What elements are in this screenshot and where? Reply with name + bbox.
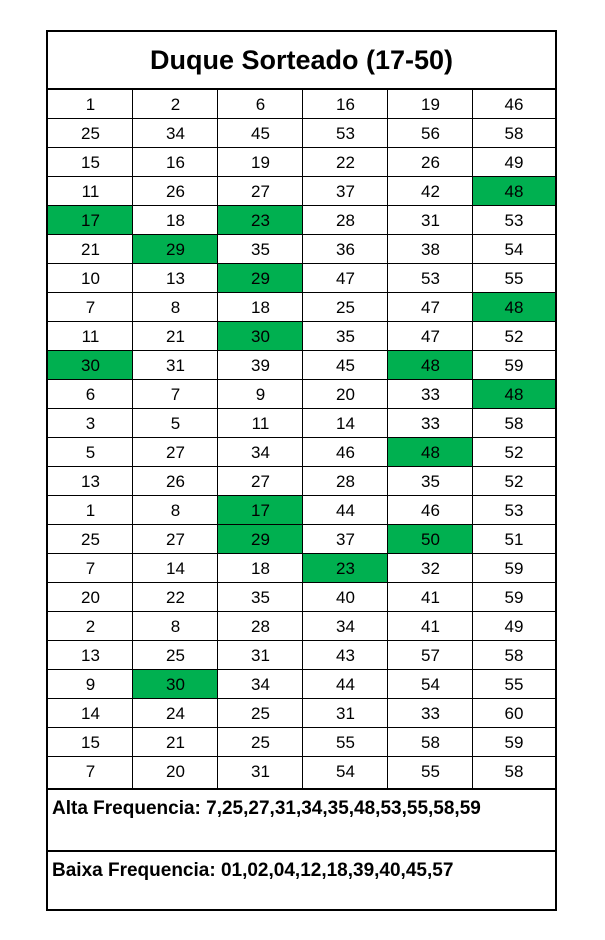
table-title: Duque Sorteado (17-50) — [48, 32, 555, 90]
table-cell: 15 — [81, 732, 100, 752]
table-cell: 37 — [336, 181, 355, 201]
table-cell: 25 — [166, 645, 185, 665]
table-cell: 40 — [336, 587, 355, 607]
table-cell: 21 — [166, 326, 185, 346]
table-cell: 55 — [504, 674, 524, 694]
table-cell: 47 — [421, 326, 440, 346]
table-cell: 59 — [504, 558, 524, 578]
table-cell: 34 — [251, 674, 270, 694]
table-cell: 1 — [85, 500, 96, 520]
table-cell: 54 — [504, 239, 524, 259]
table-cell: 54 — [421, 674, 440, 694]
table-cell: 37 — [336, 529, 355, 549]
table-cell: 31 — [251, 761, 270, 781]
table-cell: 19 — [251, 152, 270, 172]
table-cell: 35 — [336, 326, 355, 346]
table-cell: 25 — [336, 297, 355, 317]
table-cell: 47 — [421, 297, 440, 317]
table-cell: 23 — [218, 206, 303, 235]
table-cell: 11 — [81, 181, 100, 201]
grid-line — [387, 90, 388, 788]
grid-line — [48, 321, 555, 322]
grid-line — [48, 292, 555, 293]
grid-line — [48, 350, 555, 351]
table-cell: 31 — [336, 703, 355, 723]
low-frequency-row — [48, 852, 555, 909]
table-cell: 14 — [81, 703, 100, 723]
table-cell: 51 — [504, 529, 524, 549]
table-cell: 35 — [251, 587, 270, 607]
table-cell: 15 — [81, 152, 100, 172]
grid-line — [48, 495, 555, 496]
table-cell: 48 — [388, 351, 473, 380]
table-cell: 53 — [504, 500, 524, 520]
table-cell: 60 — [504, 703, 524, 723]
table-cell: 52 — [504, 471, 524, 491]
table-cell: 53 — [504, 210, 524, 230]
grid-line — [48, 640, 555, 641]
table-cell: 45 — [336, 355, 355, 375]
table-cell: 20 — [166, 761, 185, 781]
table-cell: 42 — [421, 181, 440, 201]
table-cell: 5 — [170, 413, 181, 433]
table-cell: 41 — [421, 616, 440, 636]
grid-line — [48, 582, 555, 583]
grid-line — [48, 466, 555, 467]
table-cell: 2 — [170, 94, 181, 114]
table-cell: 9 — [255, 384, 266, 404]
table-cell: 14 — [166, 558, 185, 578]
table-cell: 57 — [421, 645, 440, 665]
table-cell: 26 — [166, 471, 185, 491]
table-cell: 46 — [504, 94, 524, 114]
table-cell: 20 — [81, 587, 100, 607]
table-cell: 48 — [473, 293, 555, 322]
table-cell: 26 — [166, 181, 185, 201]
table-cell: 59 — [504, 355, 524, 375]
table-cell: 3 — [85, 413, 96, 433]
table-cell: 44 — [336, 674, 355, 694]
table-cell: 59 — [504, 732, 524, 752]
table-cell: 33 — [421, 413, 440, 433]
table-cell: 47 — [336, 268, 355, 288]
grid-line — [48, 408, 555, 409]
table-cell: 38 — [421, 239, 440, 259]
table-cell: 29 — [218, 525, 303, 554]
grid-line — [48, 756, 555, 757]
table-cell: 52 — [504, 326, 524, 346]
table-cell: 25 — [251, 703, 270, 723]
table-cell: 10 — [81, 268, 100, 288]
grid-line — [48, 118, 555, 119]
table-cell: 13 — [81, 645, 100, 665]
table-cell: 46 — [336, 442, 355, 462]
table-cell: 1 — [85, 94, 96, 114]
table-cell: 27 — [251, 181, 270, 201]
table-cell: 41 — [421, 587, 440, 607]
table-cell: 13 — [81, 471, 100, 491]
grid-line — [132, 90, 133, 788]
table-cell: 55 — [336, 732, 355, 752]
table-cell: 31 — [421, 210, 440, 230]
grid-line — [48, 437, 555, 438]
table-cell: 22 — [336, 152, 355, 172]
table-cell: 33 — [421, 384, 440, 404]
grid-line — [48, 176, 555, 177]
grid-line — [48, 263, 555, 264]
table-cell: 24 — [166, 703, 185, 723]
table-cell: 35 — [421, 471, 440, 491]
table-cell: 58 — [504, 761, 524, 781]
table-cell: 49 — [504, 616, 524, 636]
grid-line — [48, 234, 555, 235]
table-cell: 25 — [81, 529, 100, 549]
table-cell: 18 — [251, 558, 270, 578]
table-cell: 31 — [166, 355, 185, 375]
table-cell: 25 — [81, 123, 100, 143]
table-cell: 17 — [218, 496, 303, 525]
table-cell: 33 — [421, 703, 440, 723]
table-cell: 48 — [473, 380, 555, 409]
table-cell: 19 — [421, 94, 440, 114]
table-cell: 23 — [303, 554, 388, 583]
table-cell: 35 — [251, 239, 270, 259]
table-cell: 8 — [170, 297, 181, 317]
table-cell: 58 — [504, 123, 524, 143]
table-cell: 25 — [251, 732, 270, 752]
table-cell: 34 — [251, 442, 270, 462]
grid-line — [48, 524, 555, 525]
grid-line — [48, 698, 555, 699]
grid-line — [472, 90, 473, 788]
grid-line — [48, 553, 555, 554]
table-cell: 56 — [421, 123, 440, 143]
table-cell: 31 — [251, 645, 270, 665]
table-cell: 29 — [218, 264, 303, 293]
high-frequency-text: Alta Frequencia: 7,25,27,31,34,35,48,53,55,58,59 — [52, 798, 481, 819]
table-cell: 46 — [421, 500, 440, 520]
table-cell: 13 — [166, 268, 185, 288]
lottery-table — [46, 30, 557, 911]
high-frequency-row — [48, 788, 555, 852]
table-cell: 6 — [255, 94, 266, 114]
table-cell: 30 — [48, 351, 133, 380]
grid-line — [302, 90, 303, 788]
table-cell: 2 — [85, 616, 96, 636]
table-cell: 7 — [85, 297, 96, 317]
table-cell: 14 — [336, 413, 355, 433]
table-cell: 7 — [170, 384, 181, 404]
table-cell: 44 — [336, 500, 355, 520]
grid-line — [48, 669, 555, 670]
table-cell: 30 — [218, 322, 303, 351]
table-cell: 43 — [336, 645, 355, 665]
table-cell: 53 — [336, 123, 355, 143]
table-cell: 52 — [504, 442, 524, 462]
table-cell: 28 — [336, 210, 355, 230]
table-cell: 8 — [170, 500, 181, 520]
table-cell: 28 — [336, 471, 355, 491]
table-cell: 30 — [133, 670, 218, 699]
table-cell: 22 — [166, 587, 185, 607]
table-cell: 48 — [388, 438, 473, 467]
table-cell: 18 — [251, 297, 270, 317]
table-cell: 49 — [504, 152, 524, 172]
table-cell: 27 — [251, 471, 270, 491]
grid-line — [217, 90, 218, 788]
table-cell: 54 — [336, 761, 355, 781]
grid-line — [48, 205, 555, 206]
table-cell: 27 — [166, 529, 185, 549]
table-cell: 45 — [251, 123, 270, 143]
table-cell: 34 — [166, 123, 185, 143]
table-cell: 21 — [81, 239, 100, 259]
table-cell: 29 — [133, 235, 218, 264]
table-cell: 8 — [170, 616, 181, 636]
grid-line — [48, 147, 555, 148]
table-cell: 48 — [473, 177, 555, 206]
table-cell: 27 — [166, 442, 185, 462]
table-cell: 9 — [85, 674, 96, 694]
table-cell: 55 — [421, 761, 440, 781]
table-cell: 34 — [336, 616, 355, 636]
grid-line — [48, 727, 555, 728]
grid-line — [48, 611, 555, 612]
table-cell: 36 — [336, 239, 355, 259]
table-cell: 17 — [48, 206, 133, 235]
table-cell: 5 — [85, 442, 96, 462]
table-cell: 50 — [388, 525, 473, 554]
table-cell: 59 — [504, 587, 524, 607]
table-cell: 20 — [336, 384, 355, 404]
table-cell: 26 — [421, 152, 440, 172]
table-cell: 58 — [504, 413, 524, 433]
table-cell: 28 — [251, 616, 270, 636]
table-cell: 6 — [85, 384, 96, 404]
table-cell: 53 — [421, 268, 440, 288]
table-cell: 18 — [166, 210, 185, 230]
table-cell: 21 — [166, 732, 185, 752]
table-cell: 11 — [251, 413, 270, 433]
table-cell: 16 — [166, 152, 185, 172]
grid-line — [48, 379, 555, 380]
table-cell: 7 — [85, 761, 96, 781]
table-cell: 11 — [81, 326, 100, 346]
table-cell: 58 — [421, 732, 440, 752]
low-frequency-text: Baixa Frequencia: 01,02,04,12,18,39,40,45,57 — [52, 860, 454, 881]
table-cell: 55 — [504, 268, 524, 288]
table-cell: 16 — [336, 94, 355, 114]
table-cell: 39 — [251, 355, 270, 375]
table-cell: 32 — [421, 558, 440, 578]
table-cell: 58 — [504, 645, 524, 665]
table-cell: 7 — [85, 558, 96, 578]
